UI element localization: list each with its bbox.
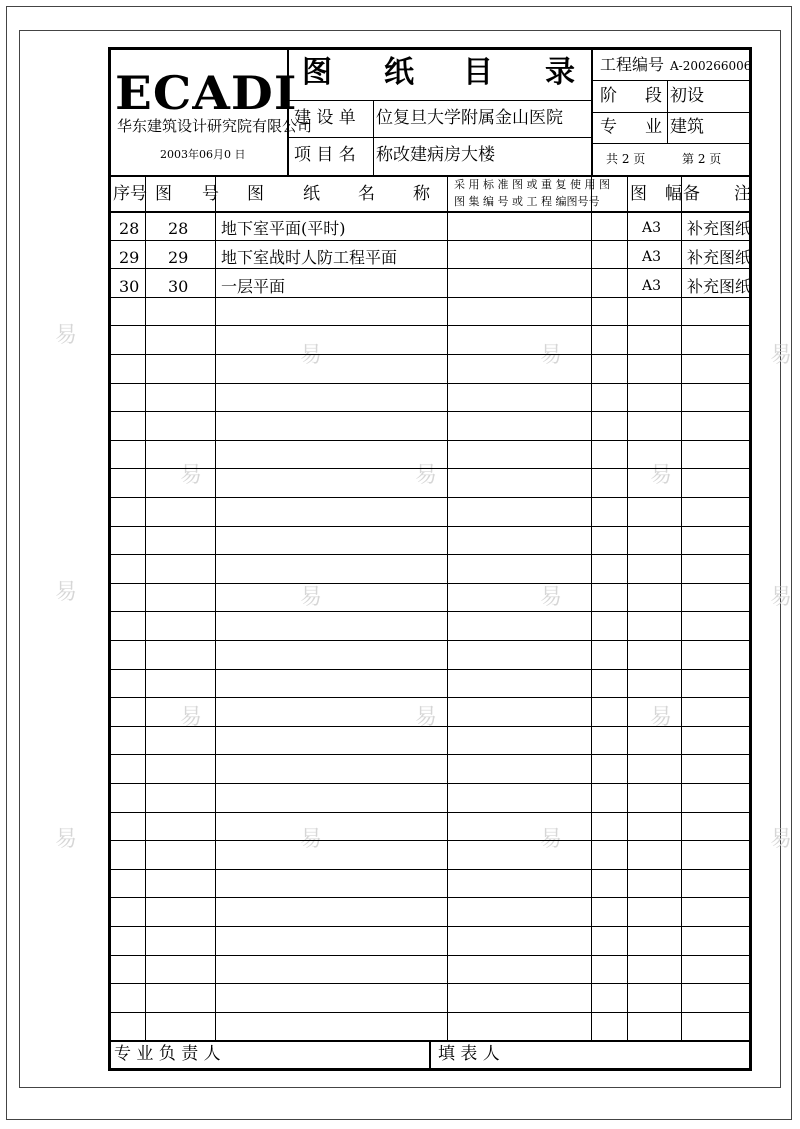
watermark-glyph: 易 <box>770 585 793 610</box>
watermark-glyph: 易 <box>300 343 323 368</box>
row-seq: 28 <box>119 219 140 238</box>
client-label: 建 设 单 <box>294 108 356 128</box>
row-divider <box>108 783 752 784</box>
row-divider <box>108 497 752 498</box>
row-divider <box>108 869 752 870</box>
column-divider <box>627 175 628 1040</box>
watermark-glyph: 易 <box>650 705 673 730</box>
column-header-remark: 注 <box>734 184 751 204</box>
column-divider <box>447 175 448 1040</box>
watermark-glyph: 易 <box>55 827 78 852</box>
footer-filler-label: 填 表 人 <box>438 1044 500 1064</box>
column-header-standard: 采 用 标 准 图 或 重 复 使 用 图 <box>454 178 610 191</box>
column-divider <box>215 175 216 1040</box>
watermark-glyph: 易 <box>55 323 78 348</box>
row-divider <box>108 240 752 241</box>
stage-value: 初设 <box>670 86 704 106</box>
watermark-glyph: 易 <box>770 827 793 852</box>
divider <box>287 100 592 101</box>
row-remark: 补充图纸 <box>687 248 752 267</box>
divider <box>108 211 752 213</box>
column-divider <box>591 175 592 1040</box>
row-divider <box>108 440 752 441</box>
watermark-glyph: 易 <box>540 585 563 610</box>
divider <box>287 48 289 175</box>
divider <box>591 143 751 144</box>
row-remark: 补充图纸 <box>687 277 752 296</box>
title-char: 纸 <box>384 55 414 90</box>
row-divider <box>108 468 752 469</box>
row-divider <box>108 554 752 555</box>
row-seq: 29 <box>119 248 140 267</box>
row-divider <box>108 897 752 898</box>
row-divider <box>108 754 752 755</box>
title-char: 录 <box>545 55 575 90</box>
row-divider <box>108 411 752 412</box>
column-header-name: 名 <box>358 184 375 204</box>
column-header-name: 称 <box>413 184 430 204</box>
row-divider <box>108 926 752 927</box>
total-pages: 共 2 页 <box>606 152 646 166</box>
stage-label: 段 <box>645 86 662 106</box>
column-header-standard: 图 集 编 号 或 工 程 编图号号 <box>454 195 600 208</box>
row-divider <box>108 297 752 298</box>
column-divider <box>145 175 146 1040</box>
project-number-value: A-200266006 <box>670 59 752 73</box>
discipline-label: 业 <box>645 117 662 137</box>
watermark-glyph: 易 <box>300 827 323 852</box>
divider <box>108 175 752 177</box>
watermark-glyph: 易 <box>55 580 78 605</box>
row-remark: 补充图纸 <box>687 219 752 238</box>
row-divider <box>108 354 752 355</box>
watermark-glyph: 易 <box>180 463 203 488</box>
row-divider <box>108 726 752 727</box>
discipline-label: 专 <box>600 117 617 137</box>
title-char: 图 <box>302 55 332 90</box>
row-drawing-no: 29 <box>168 248 189 267</box>
divider <box>591 80 751 81</box>
row-seq: 30 <box>119 277 140 296</box>
project-number-label: 工程编号 <box>600 55 665 74</box>
column-header-drawing-no: 图 <box>155 184 172 204</box>
row-divider <box>108 840 752 841</box>
discipline-value: 建筑 <box>670 117 704 137</box>
client-value: 位复旦大学附属金山医院 <box>376 108 563 128</box>
page-number: 第 2 页 <box>682 152 722 166</box>
project-value: 称改建病房大楼 <box>376 145 495 165</box>
row-sheet-size: A3 <box>642 220 662 236</box>
stage-label: 阶 <box>600 86 617 106</box>
divider <box>373 100 374 175</box>
watermark-glyph: 易 <box>540 343 563 368</box>
row-divider <box>108 583 752 584</box>
column-header-sheet-size: 幅 <box>665 184 682 204</box>
divider <box>667 80 668 143</box>
issue-date: 2003年06月0 日 <box>160 148 246 161</box>
row-drawing-name: 一层平面 <box>221 277 286 296</box>
watermark-glyph: 易 <box>540 827 563 852</box>
company-logo: ECADI <box>115 66 298 120</box>
row-drawing-name: 地下室平面(平时) <box>221 219 346 238</box>
divider <box>591 112 751 113</box>
row-divider <box>108 669 752 670</box>
project-label: 项 目 名 <box>294 145 356 165</box>
row-divider <box>108 1012 752 1013</box>
column-header-drawing-no: 号 <box>202 184 219 204</box>
watermark-glyph: 易 <box>180 705 203 730</box>
row-divider <box>108 268 752 269</box>
row-divider <box>108 812 752 813</box>
column-header-name: 图 <box>247 184 264 204</box>
row-divider <box>108 983 752 984</box>
row-divider <box>108 383 752 384</box>
column-header-remark: 备 <box>683 184 700 204</box>
watermark-glyph: 易 <box>300 585 323 610</box>
column-header-name: 纸 <box>303 184 320 204</box>
institute-name: 华东建筑设计研究院有限公司 <box>117 117 313 135</box>
divider <box>287 137 592 138</box>
watermark-glyph: 易 <box>770 343 793 368</box>
row-divider <box>108 611 752 612</box>
column-divider <box>681 175 682 1040</box>
row-sheet-size: A3 <box>642 278 662 294</box>
row-divider <box>108 697 752 698</box>
row-divider <box>108 640 752 641</box>
row-divider <box>108 955 752 956</box>
watermark-glyph: 易 <box>650 463 673 488</box>
row-sheet-size: A3 <box>642 249 662 265</box>
column-header-seq: 序号 <box>113 184 147 204</box>
watermark-glyph: 易 <box>415 705 438 730</box>
footer-responsible-label: 专 业 负 责 人 <box>114 1044 221 1064</box>
row-drawing-name: 地下室战时人防工程平面 <box>221 248 398 267</box>
row-drawing-no: 30 <box>168 277 189 296</box>
column-header-sheet-size: 图 <box>630 184 647 204</box>
row-drawing-no: 28 <box>168 219 189 238</box>
watermark-glyph: 易 <box>415 463 438 488</box>
title-char: 目 <box>463 55 493 90</box>
row-divider <box>108 526 752 527</box>
row-divider <box>108 325 752 326</box>
divider <box>429 1040 431 1070</box>
